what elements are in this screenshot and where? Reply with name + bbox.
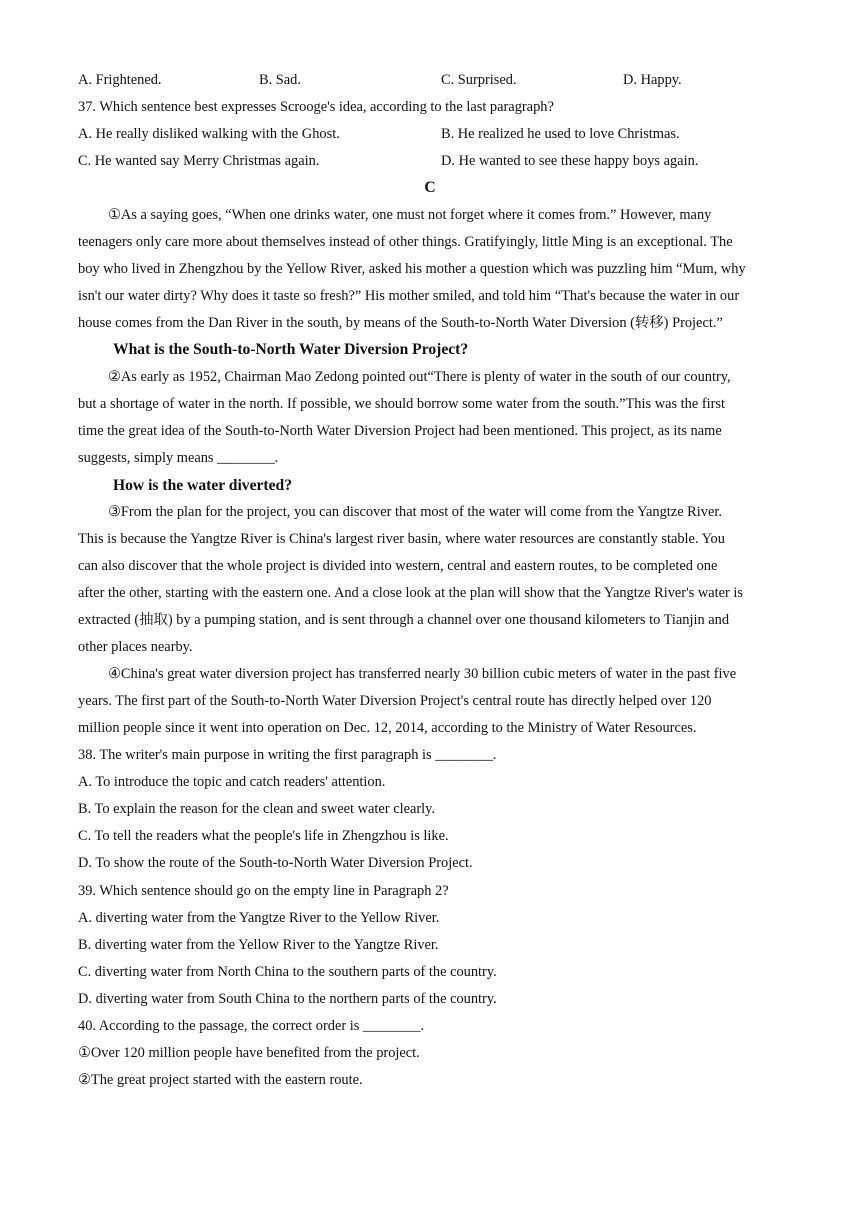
q38-stem: 38. The writer's main purpose in writing the first paragraph is ________.: [78, 747, 497, 763]
p1-line-3: boy who lived in Zhengzhou by the Yellow River, asked his mother a question which was puzzling him “Mum, why: [78, 261, 746, 277]
q40-stem: 40. According to the passage, the correct order is ________.: [78, 1018, 425, 1034]
p3-line-1: ③From the plan for the project, you can discover that most of the water will come from the Yangtze River.: [108, 504, 722, 520]
q37-option-a: A. He really disliked walking with the Ghost.: [78, 126, 340, 142]
p3-line-6: other places nearby.: [78, 639, 193, 655]
p3-line-4: after the other, starting with the eastern one. And a close look at the plan will show that the Yangtze River's water is: [78, 585, 744, 601]
q37-stem: 37. Which sentence best expresses Scrooge's idea, according to the last paragraph?: [78, 99, 554, 115]
q36-option-a: A. Frightened.: [78, 72, 162, 88]
q39-option-b: B. diverting water from the Yellow River to the Yangtze River.: [78, 937, 439, 953]
p2-line-3: time the great idea of the South-to-North Water Diversion Project had been mentioned. This project, as its name: [78, 423, 722, 439]
p2-line-4: suggests, simply means ________.: [78, 450, 279, 466]
q37-option-d: D. He wanted to see these happy boys again.: [441, 153, 699, 169]
p4-line-2: years. The first part of the South-to-North Water Diversion Project's central route has directly helped over 120: [78, 693, 712, 709]
p4-line-1: ④China's great water diversion project has transferred nearly 30 billion cubic meters of water in the past five: [108, 666, 737, 682]
p3-line-3: can also discover that the whole project is divided into western, central and eastern routes, to be completed one: [78, 558, 718, 574]
q39-stem: 39. Which sentence should go on the empty line in Paragraph 2?: [78, 883, 449, 899]
q36-option-d: D. Happy.: [623, 72, 682, 88]
q38-option-c: C. To tell the readers what the people's life in Zhengzhou is like.: [78, 828, 449, 844]
q38-option-b: B. To explain the reason for the clean and sweet water clearly.: [78, 801, 436, 817]
q38-option-a: A. To introduce the topic and catch readers' attention.: [78, 774, 386, 790]
q39-option-d: D. diverting water from South China to the northern parts of the country.: [78, 991, 497, 1007]
q38-option-d: D. To show the route of the South-to-North Water Diversion Project.: [78, 855, 473, 871]
p1-line-5: house comes from the Dan River in the south, by means of the South-to-North Water Diversion (转移) Project.”: [78, 315, 723, 331]
q36-option-c: C. Surprised.: [441, 72, 517, 88]
q36-option-b: B. Sad.: [259, 72, 301, 88]
q40-item-1: ①Over 120 million people have benefited from the project.: [78, 1045, 420, 1061]
q39-option-c: C. diverting water from North China to the southern parts of the country.: [78, 964, 497, 980]
p1-line-1: ①As a saying goes, “When one drinks water, one must not forget where it comes from.” However, many: [108, 207, 712, 223]
p4-line-3: million people since it went into operation on Dec. 12, 2014, according to the Ministry of Water Resources.: [78, 720, 697, 736]
p3-line-5: extracted (抽取) by a pumping station, and is sent through a channel over one thousand kilometers to Tianjin and: [78, 612, 730, 628]
p1-line-4: isn't our water dirty? Why does it taste so fresh?” His mother smiled, and told him “That's because the water in our: [78, 288, 740, 304]
p1-line-2: teenagers only care more about themselves instead of other things. Gratifyingly, little Ming is an exceptional. The: [78, 234, 733, 250]
heading-what-is-project: What is the South-to-North Water Diversion Project?: [113, 341, 469, 358]
q40-item-2: ②The great project started with the eastern route.: [78, 1072, 363, 1088]
q37-option-b: B. He realized he used to love Christmas.: [441, 126, 680, 142]
p2-line-2: but a shortage of water in the north. If possible, we should borrow some water from the south.”This was the first: [78, 396, 726, 412]
p2-line-1: ②As early as 1952, Chairman Mao Zedong pointed out“There is plenty of water in the south of our country,: [108, 369, 731, 385]
q37-option-c: C. He wanted say Merry Christmas again.: [78, 153, 320, 169]
section-label: C: [424, 179, 436, 196]
q39-option-a: A. diverting water from the Yangtze River to the Yellow River.: [78, 910, 440, 926]
p3-line-2: This is because the Yangtze River is China's largest river basin, where water resources are constantly stable. You: [78, 531, 725, 547]
heading-how-diverted: How is the water diverted?: [113, 477, 293, 494]
